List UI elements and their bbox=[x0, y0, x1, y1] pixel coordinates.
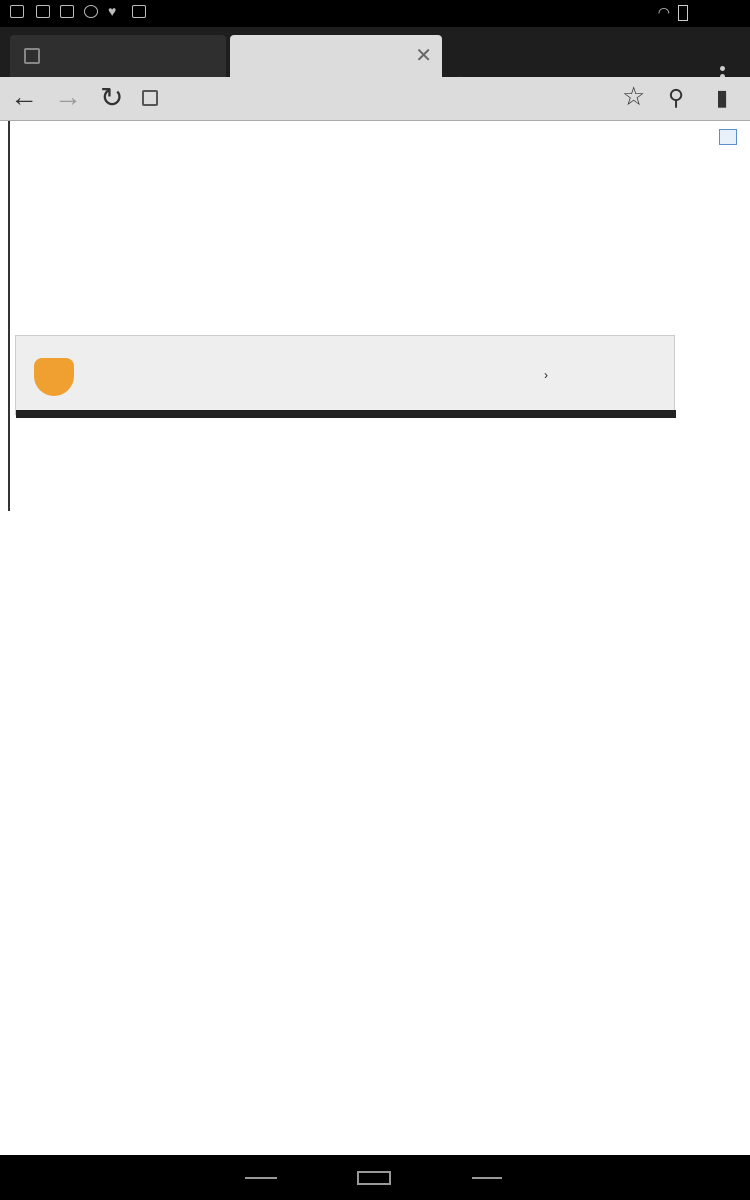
site-icon bbox=[142, 90, 158, 106]
wifi-icon: ◠ bbox=[657, 4, 670, 20]
home-nav-icon[interactable] bbox=[357, 1171, 391, 1185]
ad-logo bbox=[34, 358, 74, 396]
mail-icon bbox=[60, 5, 74, 18]
bookmarks-icon[interactable]: ▮ bbox=[716, 85, 729, 110]
address-bar bbox=[0, 77, 750, 121]
star-icon[interactable]: ☆ bbox=[622, 81, 646, 111]
tab-unavailable[interactable] bbox=[10, 35, 226, 77]
recents-nav-icon[interactable] bbox=[472, 1177, 502, 1179]
notification-icon bbox=[10, 5, 24, 18]
ad-strip bbox=[16, 410, 676, 418]
forward-icon[interactable]: → bbox=[54, 81, 82, 112]
reload-icon[interactable]: ↻ bbox=[100, 82, 124, 113]
search-icon[interactable]: ⚲ bbox=[668, 85, 685, 110]
back-nav-icon[interactable] bbox=[245, 1177, 277, 1179]
tab-strip bbox=[0, 27, 750, 77]
ad-banner[interactable] bbox=[15, 335, 675, 415]
battery-icon bbox=[678, 5, 688, 21]
back-icon[interactable]: ← bbox=[10, 81, 38, 112]
url-field[interactable] bbox=[138, 85, 618, 113]
heart-icon: ♥ bbox=[108, 3, 117, 19]
favicon-icon bbox=[24, 48, 40, 64]
system-nav-bar bbox=[0, 1155, 750, 1200]
image-icon bbox=[36, 5, 50, 18]
close-tab-icon[interactable]: ✕ bbox=[415, 45, 432, 67]
ad-more-link[interactable]: › bbox=[544, 368, 548, 382]
status-bar bbox=[0, 0, 750, 27]
soccer-icon bbox=[84, 5, 98, 18]
app-icon bbox=[132, 5, 146, 18]
page-content bbox=[0, 121, 750, 1155]
settings-icon[interactable] bbox=[719, 129, 737, 145]
divider bbox=[8, 121, 10, 511]
tab-gesliga[interactable] bbox=[230, 35, 442, 77]
